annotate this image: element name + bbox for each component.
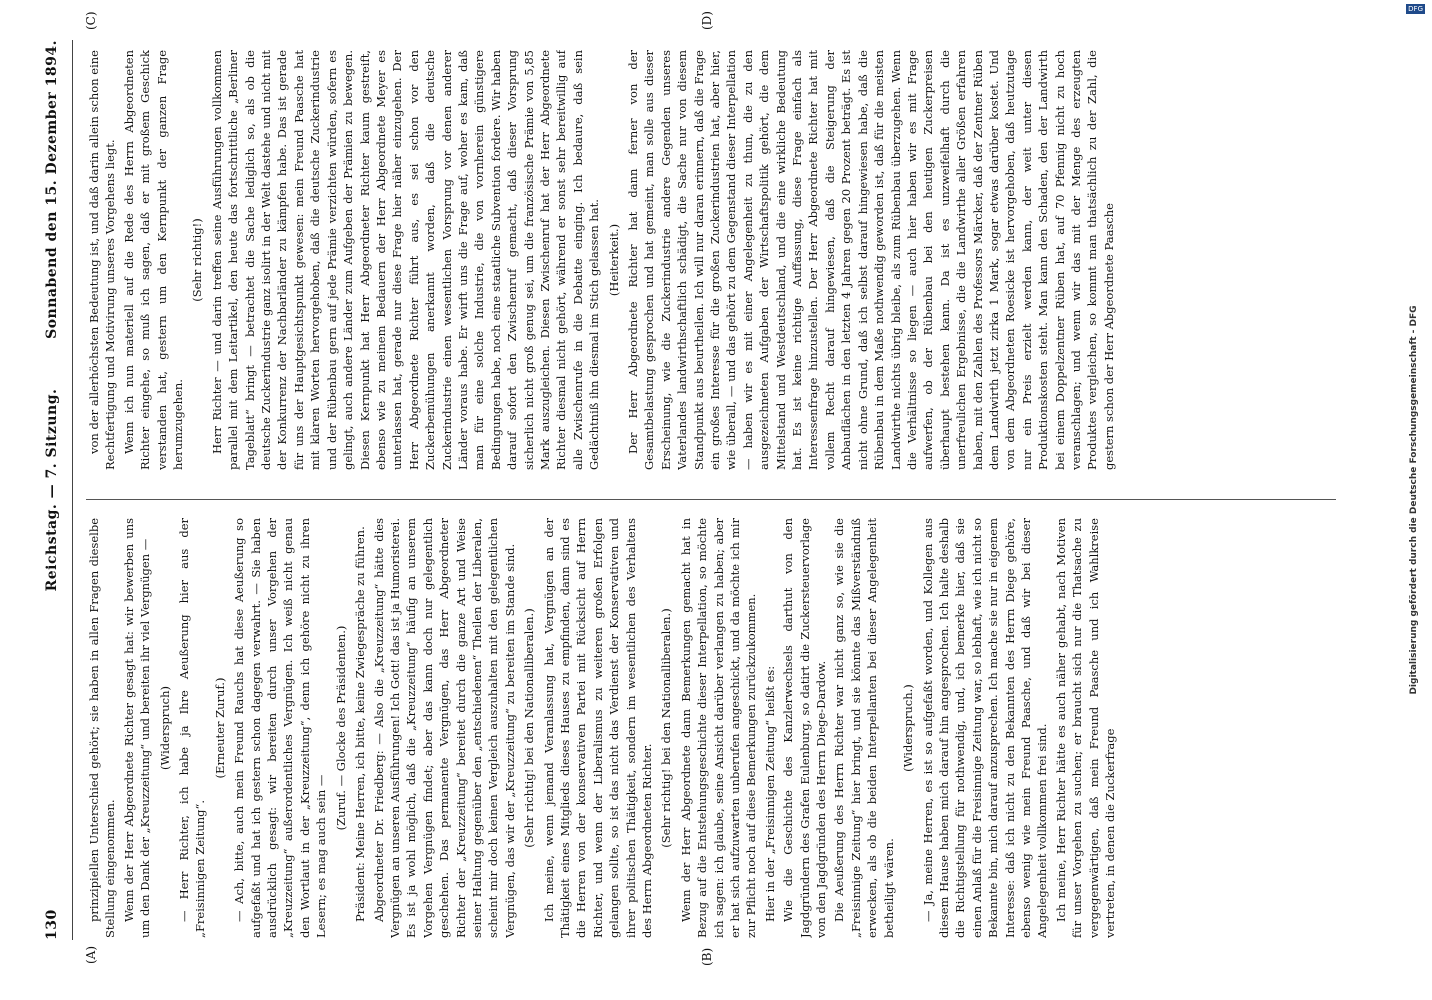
paragraph: Wenn der Herr Abgeordnete Richter gesagt hat: wir bewerben uns um den Dank der „Kreuzzeitung“ und bereiten ihr viel Vergnügen — (121, 518, 153, 938)
paragraph: Die Aeußerung des Herrn Richter war nicht ganz so, wie sie die „Freisinnige Zeitung“ hier bringt, und sie könnte das Mißverständniß erwecken, als ob die beiden Interpellanten bei dieser Angelegenheit betheiligt wären. (832, 518, 896, 938)
interjection: (Sehr richtig! bei den Nationalliberalen.) (522, 608, 537, 848)
margin-label-c: (C) (84, 11, 98, 30)
paragraph: Ich meine, wenn jemand Veranlassung hat, Vergnügen an der Thätigkeit eines Mitglieds dieses Hauses zu empfinden, dann sind es die Herren von der konservativen Partei mit Rücksicht auf Herrn Richter, und wenn der Liberalismus zu weiteren großen Erfolgen gelangen sollte, so ist das nicht das Verdienst der Konservativen und ihrer politischen Thätigkeit, sondern im wesentlichen des Verhaltens des Herrn Abgeordneten Richter. (541, 518, 654, 938)
margin-label-d: (D) (700, 11, 714, 30)
page-number: 130 (44, 909, 60, 940)
paragraph: Präsident: Meine Herren, ich bitte, keine Zwiegespräche zu führen. (353, 526, 368, 922)
header-rule (72, 40, 73, 940)
interjection: (Erneuter Zuruf.) (212, 677, 227, 779)
page-header (38, 40, 68, 940)
paragraph: — Herr Richter, ich habe ja Ihre Aeußerung hier aus der „Freisinnigen Zeitung“. (177, 518, 208, 938)
interjection: (Sehr richtig!) (190, 218, 205, 302)
session-title: Reichstag. — 7. Sitzung. (44, 388, 60, 592)
margin-label-b: (B) (700, 947, 714, 966)
column-divider (86, 499, 1336, 500)
dfg-logo-icon: DFG (1408, 5, 1423, 13)
paragraph: prinzipiellen Unterschied gehört; sie haben in allen Fragen dieselbe Stellung eingenommen. (87, 518, 118, 938)
paragraph: Abgeordneter Dr. Friedberg: — Also die „Kreuzzeitung“ hätte dies Vergnügen an unseren Ausführungen! Ich Gott! das ist ja Humoristerei. Es ist ja wohl möglich, daß die „Kreuzzeitung“ häufig an unserem Vorgehen Vergnügen findet; aber das kann doch nur gelegentlich geschehen. Das permanente Vergnügen, das Herr Abgeordneter Richter der „Kreuzzeitung“ bereitet durch die ganze Art und Weise seiner Haltung gegenüber den „entschiedenen“ Theilen der Liberalen, scheint mir doch keinen Vergleich auszuhalten mit den gelegentlichen Vergnügen, das wir der „Kreuzzeitung“ zu bereiten im Stande sind. (371, 518, 517, 938)
interjection: (Zuruf. — Glocke des Präsidenten.) (333, 625, 348, 831)
credit-text: Digitalisierung gefördert durch die Deutsche Forschungsgemeinschaft - DFG (1409, 305, 1419, 695)
paragraph: — Ach, bitte, auch mein Freund Rauchs hat diese Aeußerung so aufgefaßt und hat ich gestern schon dagegen verwahrt. — Sie haben ausdrücklich gesagt: wir bereiten durch unser Vorgehen der „Kreuzzeitung“ außerordentliches Vergnügen. Ich weiß nicht genau den Wortlaut in der „Kreuzzeitung“, denn ich gehöre nicht zu ihren Lesern; es mag auch sein — (232, 518, 329, 938)
paragraph: — Ja, meine Herren, es ist so aufgefaßt worden, und Kollegen aus diesem Hause haben mich darauf hin angesprochen. Ich halte deshalb die Richtigstellung für nothwendig, und, ich bemerke hier, daß sie einen Anlaß für die Freisinnige Zeitung war, so lebhaft, wie ich nicht so Bekannte bin, mich darauf anzusprechen. Ich mache sie nur in eigenem Interesse: daß ich nicht zu den Bekannten des Herrn Diege gehöre, ebenso wenig wie mein Freund Paasche, und daß wir bei dieser Angelegenheit vollkommen frei sind. (920, 518, 1050, 938)
paragraph: Ich meine, Herr Richter hätte es auch näher gehabt, nach Motiven für unser Vorgehen zu suchen; er braucht sich nur die Thatsache zu vergegenwärtigen, daß mein Freund Paasche und ich Wahlkreise vertreten, in denen die Zuckerfrage (1053, 518, 1117, 938)
margin-label-a: (A) (84, 945, 98, 964)
left-column (86, 518, 1336, 938)
paragraph: Herr Richter — und darin treffen seine Ausführungen vollkommen parallel mit dem Leitartikel, den heute das fortschrittliche „Berliner Tageblatt“ bringt — betrachtet die Sache lediglich so, als ob die deutsche Zuckerindustrie ganz isolirt in der Welt dastehe und nicht mit der Konkurrenz der Nachbarländer zu kämpfen habe. Das ist gerade für uns der Hauptgesichtspunkt gewesen: mein Freund Paasche hat mit klaren Worten hervorgehoben, daß die deutsche Zuckerindustrie und der Rübenbau gern auf jede Prämie verzichten würden, sofern es gelingt, auch andere Länder zum Aufgeben der Prämien zu bewegen. Diesen Kernpunkt hat Herr Abgeordneter Richter kaum gestreift, ebenso wie zu meinem Bedauern der Herr Abgeordnete Meyer es unterlassen hat, gerade nur diese Frage hier näher einzugehen. Der Herr Abgeordnete Richter führt aus, es sei schon vor den Zuckerbemühungen anerkannt worden, daß die deutsche Zuckerindustrie einen wesentlichen Vorsprung vor denen anderer Länder voraus habe. Er wirft uns die Frage auf, woher es kam, daß man für eine solche Industrie, die von vornherein günstigere Bedingungen habe, noch eine staatliche Subvention fordere. Wir haben darauf sofort den Zwischenruf gemacht, daß dieser Vorsprung sicherlich nicht groß genug sei, um die französische Prämie von 5,85 Mark auszugleichen. Diesen Zwischenruf hat der Herr Abgeordnete Richter diesmal nicht gehört, während er sonst sehr bereitwillig auf alle Zwischenrufe in die Debatte einging. Ich bedaure, daß sein Gedächtniß ihn diesmal im Stich gelassen hat. (209, 50, 602, 470)
paragraph: von der allerhöchsten Bedeutung ist, und daß darin allein schon eine Rechtfertigung und Motivirung unseres Vorgehens liegt. (87, 50, 118, 470)
paragraph: Hier in der „Freisinnigen Zeitung“ heißt es: (762, 665, 777, 922)
quotation: Wie die Geschichte des Kanzlerwechsels darthut von den Jagdgründern des Grafen Eulenburg, so datirt die Zuckersteuervorlage von den Jagdgründen des Herrn Diege-Dardow. (781, 518, 829, 938)
paragraph: Wenn ich nun materiell auf die Rede des Herrn Abgeordneten Richter eingehe, so muß ich sagen, daß er mit großem Geschick verstanden hat, gestern um den Kernpunkt der ganzen Frage herumzugehen. (121, 50, 186, 470)
interjection: (Heiterkeit.) (606, 223, 621, 297)
interjection: (Sehr richtig! bei den Nationalliberalen.) (659, 608, 674, 848)
session-date: Sonnabend den 15. Dezember 1894. (44, 40, 60, 339)
right-column (86, 50, 1336, 470)
interjection: (Widerspruch.) (901, 684, 916, 772)
digitization-credit (1402, 0, 1426, 1000)
interjection: (Widerspruch) (157, 686, 172, 770)
paragraph: Wenn der Herr Abgeordnete dann Bemerkungen gemacht hat in Bezug auf die Entstehungsgeschichte dieser Interpellation, so möchte ich sagen: ich glaube, seine Ansicht darüber verlangen zu haben; aber er hat sich aufzuwarten unberufen angeschickt, und da möchte ich mir zur Pflicht noch auf diese Bemerkungen zurückzukommen. (678, 518, 759, 938)
paragraph: Der Herr Abgeordnete Richter hat dann ferner von der Gesamtbelastung gesprochen und hat gemeint, man solle aus dieser Erscheinung, wie die Zuckerindustrie andere Gegenden unseres Vaterlandes landwirthschaftlich schädigt, die Sache nur von diesem Standpunkt aus beurtheilen. Ich will nur daran erinnern, daß die Frage ein großes Interesse für die großen Zuckerindustrien hat, aber hier, wie überall, — und das gehört zu dem Gegenstand dieser Interpellation — haben wir es mit einer Angelegenheit zu thun, die zu den ausgezeichneten Aufgaben der Wirtschaftspolitik gehört, die dem Mittelstand und Westdeutschland, und die eine wirkliche Bedeutung hat. Es ist keine richtige Auffassung, diese Frage einfach als Interessenfrage hinzustellen. Der Herr Abgeordnete Richter hat mit vollem Recht darauf hingewiesen, daß die Steigerung der Anbauflächen in den letzten 4 Jahren gegen 20 Prozent beträgt. Es ist nicht ohne Grund, daß ich selbst darauf hingewiesen habe, daß die Rübenbau in dem Maße nothwendig geworden ist, daß für die meisten Landwirthe nichts übrig bleibe, als zum Rübenbau überzugehen. Wenn die Verhältnisse so liegen — auch hier haben wir es mit Frage aufwerfen, ob der Rübenbau bei den heutigen Zuckerpreisen überhaupt bestehen kann. Da ist es unzweifelhaft durch die unerfreulichen Ergebnisse, die die Landwirthe aller Größen erfahren haben, mit den Zahlen des Professors Märcker, daß der Zentner Rüben dem Landwirth jetzt zirka 1 Mark, sogar etwas darüber kostet. Und von dem Abgeordneten Roesicke ist hervorgehoben, daß heutzutage nur ein Preis erzielt werden kann, der weit unter diesen Produktionskosten steht. Man kann den Schaden, den der Landwirth bei einem Doppelzentner Rüben hat, auf 70 Pfennig nicht zu hoch veranschlagen; und wenn wir das mit der Menge des erzeugten Produktes vergleichen, so kommt man thatsächlich zu der Zahl, die gestern schon der Herr Abgeordnete Paasche (626, 50, 1116, 470)
